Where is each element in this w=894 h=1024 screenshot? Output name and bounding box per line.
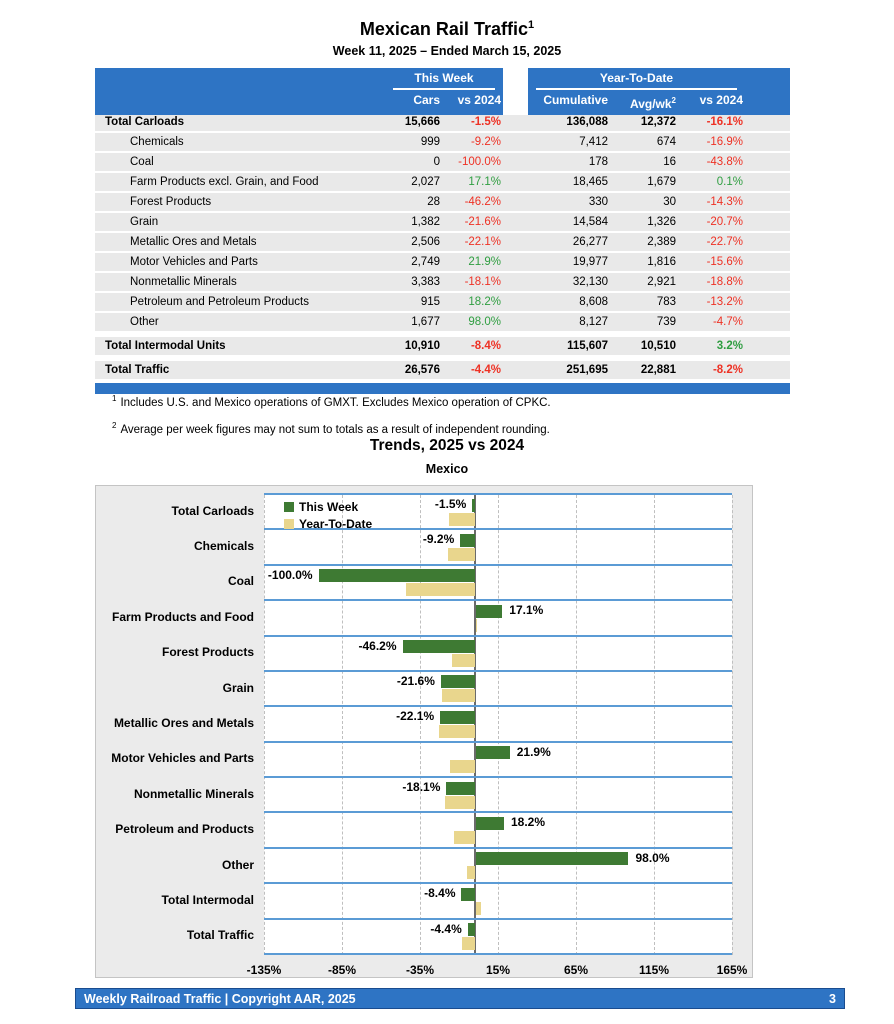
label-column-header: [95, 90, 385, 115]
table-body: [95, 113, 790, 379]
table-header: [95, 68, 790, 111]
this-week-bar: [476, 605, 503, 618]
footnote-ref: 2: [112, 420, 117, 430]
row-pad: [745, 273, 790, 291]
cars-value: 1,382: [411, 216, 440, 228]
row-label: Petroleum and Petroleum Products: [130, 296, 309, 308]
row-spacer: [503, 193, 528, 211]
this-week-vs-2024-value: 18.2%: [468, 296, 501, 308]
this-week-vs-2024-value: -4.4%: [470, 364, 501, 376]
table-row: [95, 253, 790, 271]
bar-value-label: -22.1%: [396, 709, 435, 724]
this-week-legend-swatch: [284, 502, 294, 512]
page-subtitle: Week 11, 2025 – Ended March 15, 2025: [332, 44, 562, 58]
cumulative-value: 19,977: [572, 256, 608, 268]
row-label: Chemicals: [130, 136, 184, 148]
row-label: Other: [130, 316, 159, 328]
cumulative-value: 251,695: [566, 364, 608, 376]
this-week-vs-2024-value: -22.1%: [464, 236, 501, 248]
avg-per-week-value: 10,510: [640, 340, 676, 352]
year-to-date-group-header: Year-To-Date: [528, 68, 745, 90]
category-label: Grain: [222, 680, 254, 695]
ytd-vs-2024-value: -18.8%: [706, 276, 743, 288]
row-label: Metallic Ores and Metals: [130, 236, 257, 248]
legend-item: [284, 498, 372, 515]
x-axis-tick-label: -135%: [246, 963, 282, 977]
this-week-group-header: This Week: [385, 68, 503, 90]
avg-per-week-value: 2,921: [647, 276, 676, 288]
cumulative-value: 26,277: [572, 236, 608, 248]
avg-per-week-value: 1,679: [647, 176, 676, 188]
x-axis-tick-label: -85%: [327, 963, 356, 977]
category-band: [264, 707, 732, 742]
row-pad: [745, 113, 790, 131]
category-label: Total Intermodal: [161, 892, 254, 907]
cumulative-value: 8,608: [579, 296, 608, 308]
this-week-vs-2024-value: -100.0%: [458, 156, 501, 168]
table-row: [95, 233, 790, 251]
category-label: Other: [221, 857, 254, 872]
this-week-bar: [468, 923, 475, 936]
bar-value-label: 18.2%: [510, 815, 546, 830]
year-to-date-bar: [462, 937, 475, 950]
chart-title: Trends, 2025 vs 2024: [369, 437, 525, 454]
row-label: Motor Vehicles and Parts: [130, 256, 258, 268]
cumulative-value: 115,607: [567, 340, 608, 352]
header-spacer: [503, 68, 528, 90]
cars-value: 0: [433, 156, 440, 168]
x-axis-tick-label: 115%: [638, 963, 670, 977]
footer-bar: [75, 988, 845, 1009]
traffic-table: [95, 68, 790, 394]
header-right-pad: [745, 68, 790, 90]
cars-value: 999: [420, 136, 440, 148]
plot-area: [264, 493, 732, 955]
cumulative-value: 32,130: [572, 276, 608, 288]
row-pad: [745, 173, 790, 191]
footnote: [112, 392, 551, 410]
avg-per-week-value: 674: [656, 136, 676, 148]
row-label: Nonmetallic Minerals: [130, 276, 237, 288]
cars-value: 3,383: [411, 276, 440, 288]
cumulative-value: 7,412: [579, 136, 608, 148]
table-row: [95, 133, 790, 151]
chart-legend: [284, 498, 372, 532]
bar-value-label: -21.6%: [396, 673, 435, 688]
category-label: Motor Vehicles and Parts: [111, 751, 254, 766]
x-axis-tick-label: -35%: [405, 963, 434, 977]
this-week-bar: [460, 534, 474, 547]
year-to-date-bar: [467, 866, 474, 879]
row-label: Total Carloads: [105, 116, 185, 128]
category-label: Total Traffic: [186, 928, 254, 943]
x-axis-tick-label: 65%: [563, 963, 589, 977]
this-week-bar: [441, 675, 475, 688]
table-row: [95, 293, 790, 311]
year-to-date-bar: [448, 548, 474, 561]
category-label: Petroleum and Products: [115, 822, 254, 837]
avg-per-week-value: 12,372: [640, 116, 676, 128]
this-week-vs-2024-value: -18.1%: [464, 276, 501, 288]
bar-value-label: 21.9%: [516, 744, 551, 759]
cumulative-value: 330: [588, 196, 608, 208]
cars-value: 915: [420, 296, 440, 308]
cumulative-column-header: Cumulative: [528, 90, 610, 115]
ytd-vs-2024-value: -8.2%: [712, 364, 743, 376]
cars-value: 10,910: [404, 340, 440, 352]
legend-label: Year-To-Date: [299, 516, 373, 531]
category-label: Farm Products and Food: [111, 609, 254, 624]
title-footnote-ref: 1: [527, 19, 535, 31]
ytd-vs-2024-column-header: vs 2024: [678, 90, 745, 115]
year-to-date-bar: [476, 619, 477, 632]
table-row: [95, 113, 790, 131]
this-week-vs-2024-value: -8.4%: [470, 340, 501, 352]
legend-item: [284, 515, 372, 532]
footer-text: Weekly Railroad Traffic | Copyright AAR, 2025: [84, 991, 356, 1006]
year-to-date-bar: [449, 513, 474, 526]
chart-title-block: [0, 437, 894, 476]
ytd-vs-2024-value: -43.8%: [706, 156, 743, 168]
table-row: [95, 213, 790, 231]
category-label: Coal: [227, 574, 254, 589]
this-week-vs-2024-value: 17.1%: [468, 176, 501, 188]
ytd-vs-2024-value: -13.2%: [706, 296, 743, 308]
row-spacer: [503, 133, 528, 151]
page-title: Mexican Rail Traffic$^1$: [359, 19, 535, 39]
x-axis-tick-label: 165%: [716, 963, 748, 977]
row-label: Grain: [130, 216, 159, 228]
cars-value: 2,027: [411, 176, 440, 188]
table-row: [95, 193, 790, 211]
this-week-bar: [476, 746, 510, 759]
year-to-date-bar: [450, 760, 474, 773]
cumulative-value: 178: [588, 156, 608, 168]
bar-value-label: -1.5%: [434, 497, 467, 511]
row-spacer: [503, 313, 528, 331]
row-pad: [745, 361, 790, 379]
cars-value: 28: [427, 196, 440, 208]
row-spacer: [503, 361, 528, 379]
row-spacer: [503, 153, 528, 171]
row-spacer: [503, 253, 528, 271]
bar-value-label: 17.1%: [509, 603, 544, 618]
cumulative-value: 14,584: [572, 216, 608, 228]
ytd-vs-2024-value: -14.3%: [706, 196, 743, 208]
row-pad: [745, 193, 790, 211]
this-week-bar: [461, 888, 474, 901]
avg-per-week-value: 22,881: [640, 364, 676, 376]
row-pad: [745, 313, 790, 331]
category-band: [264, 530, 732, 565]
this-week-bar: [472, 499, 474, 512]
year-to-date-bar: [454, 831, 475, 844]
avg-per-week-value: 783: [656, 296, 676, 308]
header-right-pad: [745, 90, 790, 115]
cumulative-value: 18,465: [572, 176, 608, 188]
avg-per-week-column-header: Avg/$wk^2$: [610, 90, 678, 115]
avg-per-week-value: 739: [656, 316, 676, 328]
bar-value-label: -8.4%: [424, 886, 456, 901]
this-week-vs-2024-value: 98.0%: [468, 316, 501, 328]
table-row: [95, 153, 790, 171]
cars-value: 26,576: [404, 364, 440, 376]
ytd-vs-2024-value: -16.1%: [706, 116, 743, 128]
legend-label: This Week: [299, 499, 359, 514]
avg-per-week-value: 1,816: [647, 256, 676, 268]
table-row: [95, 173, 790, 191]
row-spacer: [503, 233, 528, 251]
row-label: Forest Products: [130, 196, 212, 208]
ytd-vs-2024-value: -4.7%: [712, 316, 743, 328]
footer-page-number: 3: [829, 991, 836, 1006]
this-week-bar: [476, 852, 629, 865]
year-to-date-bar: [406, 583, 474, 596]
table-row: [95, 337, 790, 355]
row-spacer: [503, 113, 528, 131]
cars-value: 2,749: [411, 256, 440, 268]
bar-value-label: 98.0%: [635, 850, 670, 865]
footnote: [112, 419, 551, 437]
x-axis-tick-label: 15%: [485, 963, 511, 977]
cars-value: 15,666: [404, 116, 440, 128]
this-week-vs-2024-value: -1.5%: [470, 116, 501, 128]
this-week-bar: [319, 569, 475, 582]
row-pad: [745, 133, 790, 151]
this-week-vs-2024-value: -9.2%: [470, 136, 501, 148]
this-week-bar: [476, 817, 504, 830]
this-week-vs-2024-value: -21.6%: [464, 216, 501, 228]
bar-value-label: -18.1%: [402, 780, 441, 795]
category-band: [264, 778, 732, 813]
category-label: Forest Products: [161, 645, 254, 660]
row-spacer: [503, 293, 528, 311]
avg-per-week-value: 16: [663, 156, 676, 168]
row-label: Total Intermodal Units: [105, 340, 226, 352]
gridline: [732, 495, 733, 955]
row-pad: [745, 233, 790, 251]
footnote-text: Average per week figures may not sum to totals as a result of independent rounding.: [120, 423, 550, 436]
table-row: [95, 313, 790, 331]
trends-bar-chart: [95, 485, 753, 978]
cumulative-value: 8,127: [579, 316, 608, 328]
chart-subtitle: Mexico: [425, 462, 469, 476]
footnote-text: Includes U.S. and Mexico operations of GMXT. Excludes Mexico operation of CPKC.: [120, 396, 551, 409]
row-pad: [745, 253, 790, 271]
bar-value-label: -46.2%: [358, 638, 397, 653]
row-pad: [745, 337, 790, 355]
row-label: Farm Products excl. Grain, and Food: [130, 176, 319, 188]
header-corner-cell: [95, 68, 385, 90]
row-spacer: [503, 273, 528, 291]
year-to-date-bar: [439, 725, 474, 738]
this-week-vs-2024-value: -46.2%: [464, 196, 501, 208]
year-to-date-legend-swatch: [284, 519, 294, 529]
bar-value-label: -100.0%: [267, 567, 313, 582]
year-to-date-bar: [442, 689, 474, 702]
bar-value-label: -9.2%: [422, 532, 455, 547]
avg-per-week-value: 30: [663, 196, 676, 208]
row-spacer: [503, 173, 528, 191]
year-to-date-bar: [445, 796, 474, 809]
row-label: Total Traffic: [105, 364, 170, 376]
category-band: [264, 637, 732, 672]
bar-value-label: -4.4%: [430, 921, 462, 936]
row-pad: [745, 213, 790, 231]
row-label: Coal: [130, 156, 154, 168]
row-spacer: [503, 213, 528, 231]
category-band: [264, 920, 732, 955]
this-week-bar: [440, 711, 474, 724]
table-row: [95, 273, 790, 291]
year-to-date-bar: [452, 654, 474, 667]
avg-per-week-value: 2,389: [647, 236, 676, 248]
year-to-date-bar: [476, 902, 481, 915]
title-block: [0, 14, 894, 58]
ytd-vs-2024-value: -20.7%: [706, 216, 743, 228]
table-row: [95, 361, 790, 379]
ytd-vs-2024-value: 3.2%: [716, 340, 743, 352]
category-label: Nonmetallic Minerals: [133, 786, 254, 801]
ytd-vs-2024-value: 0.1%: [716, 176, 743, 188]
cars-column-header: Cars: [385, 90, 442, 115]
category-label: Total Carloads: [171, 503, 254, 518]
this-week-vs-2024-column-header: vs 2024: [442, 90, 503, 115]
ytd-vs-2024-value: -16.9%: [706, 136, 743, 148]
footnote-ref: 1: [112, 394, 117, 403]
this-week-bar: [403, 640, 475, 653]
ytd-vs-2024-value: -22.7%: [706, 236, 743, 248]
category-band: [264, 884, 732, 919]
table-group-header-row: [95, 68, 790, 90]
category-band: [264, 672, 732, 707]
category-label: Chemicals: [193, 539, 254, 554]
cars-value: 2,506: [411, 236, 440, 248]
this-week-bar: [446, 782, 474, 795]
table-column-header-row: [95, 90, 790, 111]
row-pad: [745, 153, 790, 171]
cumulative-value: 136,088: [566, 116, 608, 128]
cars-value: 1,677: [411, 316, 440, 328]
this-week-vs-2024-value: 21.9%: [468, 256, 501, 268]
header-spacer: [503, 90, 528, 115]
avg-per-week-value: 1,326: [647, 216, 676, 228]
category-label: Metallic Ores and Metals: [113, 716, 254, 730]
row-spacer: [503, 337, 528, 355]
ytd-vs-2024-value: -15.6%: [706, 256, 743, 268]
row-pad: [745, 293, 790, 311]
